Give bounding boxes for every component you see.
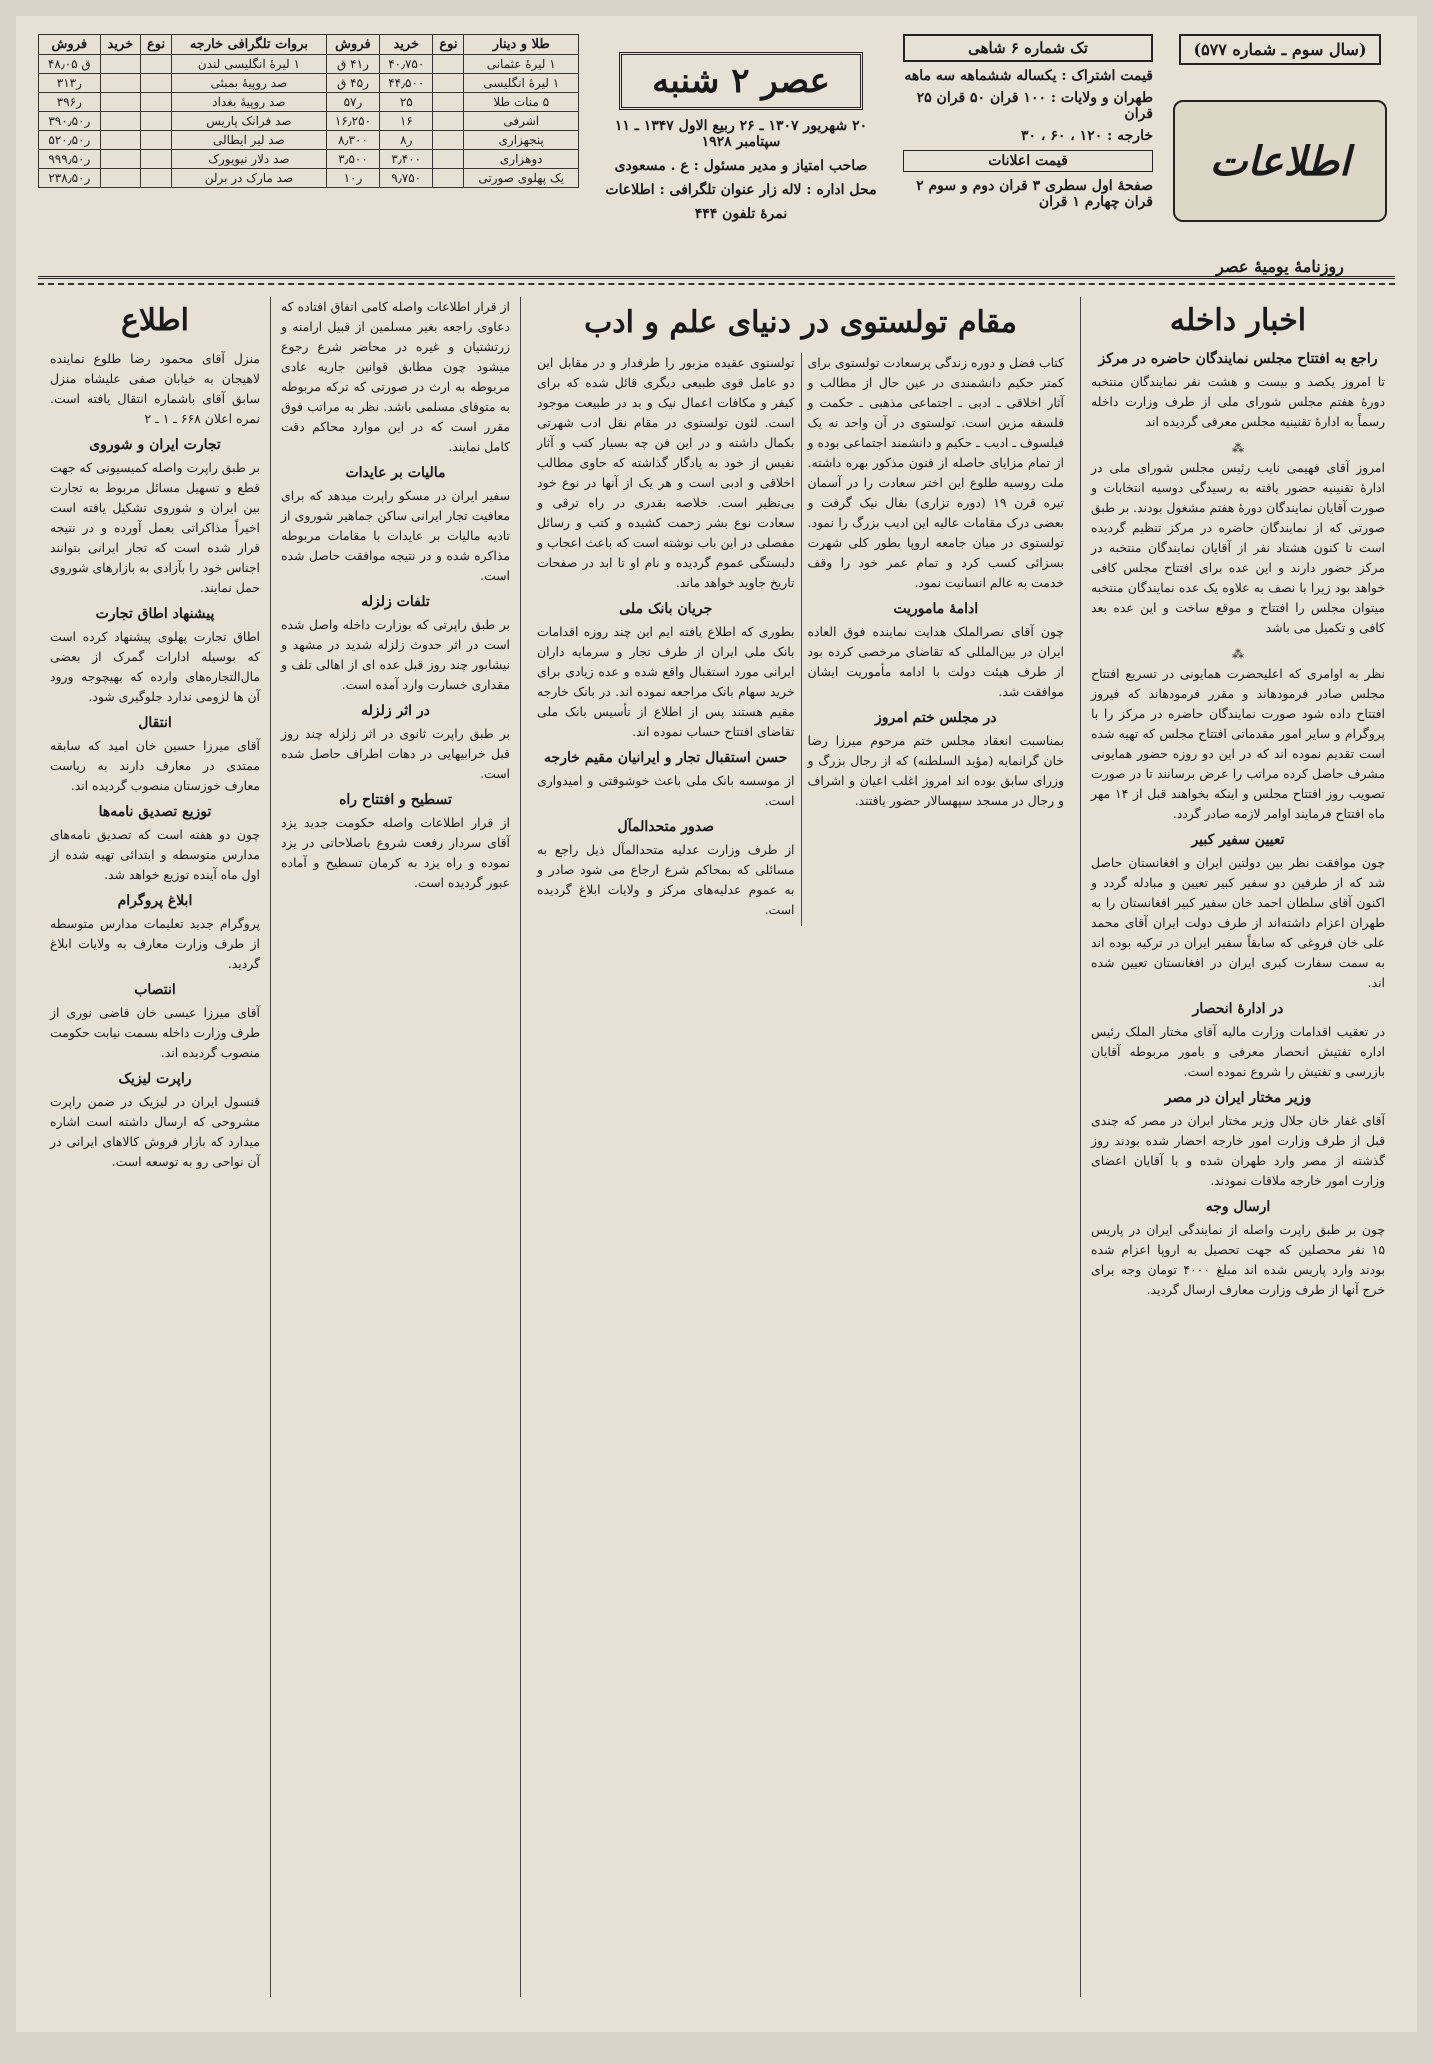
market-cell: ۱ لیرهٔ انگلیسی لندن bbox=[172, 55, 327, 74]
market-cell: ۳٫۴۰۰ bbox=[380, 150, 433, 169]
article-title: تعیین سفیر کبیر bbox=[1191, 832, 1285, 848]
market-cell: ر۴۱ ق bbox=[326, 55, 379, 74]
market-cell: ۴۰٫۷۵۰ bbox=[380, 55, 433, 74]
article-title: حسن استقبال تجار و ایرانیان مقیم خارجه bbox=[544, 750, 788, 766]
newspaper-logo: اطلاعات bbox=[1173, 100, 1387, 222]
tolstoy-body bbox=[531, 353, 1070, 926]
article-title: تسطیح و افتتاح راه bbox=[339, 792, 452, 808]
article-title: در ادارهٔ انحصار bbox=[1192, 1001, 1284, 1017]
market-cell bbox=[100, 55, 140, 74]
market-header-cell: خرید bbox=[100, 35, 140, 55]
divider bbox=[38, 283, 1395, 287]
market-row bbox=[39, 93, 579, 112]
article-title: تجارت ایران و شوروی bbox=[89, 437, 221, 453]
article-text: تا امروز یکصد و بیست و هشت نفر نمایندگان منتخبه دورهٔ هفتم مجلس شورای ملی از طرف وزارت داخله رسماً به ادارهٔ تقنینیه مجلس معرفی گردیده اند bbox=[1091, 374, 1385, 429]
main-headline: مقام تولستوی در دنیای علم و ادب bbox=[584, 305, 1017, 340]
market-header-cell: نوع bbox=[433, 35, 464, 55]
article-text: بر طبق راپرتی که بوزارت داخله واصل شده است در اثر حدوث زلزله شدید در مشهد و نیشابور چند روز قبل عده ای از اهالی تلف و مقداری خسارت وارد آمده است. bbox=[281, 617, 510, 692]
market-cell bbox=[433, 131, 464, 150]
article-title: توزیع تصدیق نامه‌ها bbox=[98, 804, 212, 820]
market-cell: ر۸ bbox=[380, 131, 433, 150]
subscription-block bbox=[903, 34, 1153, 276]
market-cell: ر۵۲۰٫۵۰ bbox=[39, 131, 101, 150]
market-cell: صد مارک در برلن bbox=[172, 169, 327, 188]
market-cell bbox=[141, 93, 172, 112]
article-text: آقای غفار خان جلال وزیر مختار ایران در مصر که چندی قبل از طرف وزارت امور خارجه احضار شده بودند روز گذشته از مصر وارد طهران شده و با آقایان اعضای وزارت امور خارجه ملاقات نمودند. bbox=[1091, 1113, 1385, 1188]
article-text: کتاب فضل و دوره زندگی پرسعادت تولستوی برای کمتر حکیم دانشمندی در عین حال از مطالب و آثار اخلاقی ـ ادبی ـ اجتماعی مذهبی ـ حکمت و فلسفه مزین است. تولستوی در آن واحد نه یک فیلسوف ـ ادیب ـ حکیم و دانشمند اجتماعی بوده و از تمام مزایای حاصله از فنون مذکور بهره داشته. ملت روسیه طلوع این اختر سعادت را در آسمان تیره قرن ۱۹ (دوره تزاری) بفال نیک گرفت و بعضی درک مقامات عالیه این ادیب بزرگ را نمود. تولستوی در میان جامعه اروپا بطور کلی شهرت بسزائی کسب کرد و تمام عمر خود را وقف خدمت به عالم انسانیت نمود. bbox=[807, 355, 1064, 590]
article-title: ادامهٔ ماموریت bbox=[893, 601, 979, 617]
article-title: ارسال وجه bbox=[1205, 1199, 1271, 1215]
article-title: در مجلس ختم امروز bbox=[875, 710, 997, 726]
masthead bbox=[38, 34, 1395, 279]
article-text: نظر به اوامری که اعلیحضرت همایونی در تسریع افتتاح مجلس صادر فرمودهاند و مقرر فرمودهاند که فیروز افتتاح داده شود صورت نمایندگان حاضره در مرکز را با پروگرام و سایر امور مقدماتی افتتاح مجلس که تهیه شده است تقدیم نموده اند که در این دو روزه حضور همایونی مشرف حاصل کرده مراتب را عرض برسانند تا در صورت تصویب روز افتتاح مجلس و اینکه بخواهند قبل از ۱۴ مهر ماه افتتاح فرمایند اوامر لازمه صادر گردد. bbox=[1091, 666, 1386, 821]
market-rows bbox=[39, 55, 579, 188]
market-header-cell: خرید bbox=[380, 35, 433, 55]
article-text: بمناسبت انعقاد مجلس ختم مرحوم میرزا رضا خان گرانمایه (مؤید السلطنه) که از رجال بزرگ و وزرای سابق بوده اند امروز اغلب اعیان و اشراف و رجال در مسجد سپهسالار حضور یافتند. bbox=[807, 733, 1064, 808]
columns bbox=[38, 297, 1395, 1997]
market-header-cell: فروش bbox=[326, 35, 379, 55]
market-cell bbox=[100, 93, 140, 112]
article-title: انتقال bbox=[138, 715, 172, 731]
market-header-cell: نوع bbox=[141, 35, 172, 55]
market-cell bbox=[433, 169, 464, 188]
market-cell bbox=[100, 131, 140, 150]
article-text: چون بر طبق راپرت واصله از نمایندگی ایران در پاریس ۱۵ نفر محصلین که جهت تحصیل به اروپا اعزام شده بودند وارد پاریس شده اند مبلغ ۴۰۰۰ تومان وجه برای خرج آنها از طرف وزارت معارف ارسال گردید. bbox=[1091, 1222, 1385, 1297]
market-row bbox=[39, 74, 579, 93]
market-cell bbox=[100, 150, 140, 169]
market-cell: صد روپیهٔ بغداد bbox=[172, 93, 327, 112]
market-cell: یک پهلوی صورتی bbox=[464, 169, 579, 188]
separator-star-icon: ⁂ bbox=[1232, 647, 1244, 661]
article-text: از قرار اطلاعات واصله کامی اتفاق افتاده که دعاوی راجعه بغیر مسلمین از قبیل ارامنه و زرتشتیان و غیره در محاضر شرع رجوع میشود چون مطابق قوانین جاریه عادی مربوطه به ارث در صورتی که ترکه مربوطه به متوفای مسلمی باشد. نظر به مراتب فوق مقرر است که در این موارد محاکم دقت کامل نمایند. bbox=[281, 299, 510, 454]
market-cell: ر۴۵ ق bbox=[326, 74, 379, 93]
market-header-cell: طلا و دینار bbox=[464, 35, 579, 55]
article-text: از قرار اطلاعات واصله حکومت جدید یزد آقای سردار رفعت شروع باصلاحاتی در یزد نموده و راه یزد به کرمان تسطیح و آماده عبور گردیده است. bbox=[281, 815, 510, 890]
article-text: تولستوی عقیده مزبور را طرفدار و در مقابل این دو عامل قوی طبیعی دیگری قائل شده که برای کیفر و مکافات اعمال نیک و بد در طبیعت موجود است. لئون تولستوی در مقام نقل ادب شهرتی بکمال داشته و در این فن چه بسیار کتب و آثار نفیس از خود به یادگار گذاشته که حاوی مطالب اخلاقی و ادبی است و هر یک از آنها در نوع خود بی‌نظیر است. خلاصه بقدری در راه ترقی و سعادت نوع بشر زحمت کشیده و کتب و رسائل مفصلی در این باب نوشته است که باعث اعجاب و دلبستگی عموم گردیده و نام او تا ابد در صفحات تاریخ جاوید خواهد ماند. bbox=[537, 355, 795, 590]
article-text: آقای میرزا حسین خان امید که سابقه ممتدی در معارف دارند به ریاست معارف خوزستان منصوب گردیده اند. bbox=[50, 738, 260, 793]
paper-title: عصر ۲ شنبه bbox=[619, 52, 863, 110]
market-cell bbox=[433, 150, 464, 169]
market-cell: صد روپیهٔ بمبئی bbox=[172, 74, 327, 93]
ads-text: صفحهٔ اول سطری ۳ قران دوم و سوم ۲ قران چهارم ۱ قران bbox=[916, 178, 1153, 210]
market-cell: ۱۶٫۲۵۰ bbox=[326, 112, 379, 131]
notice-text: منزل آقای محمود رضا طلوع نماینده لاهیجان به خیابان صفی علیشاه منزل سابق آقای باشماره انتقال یافته است. نمره اعلان ۶۶۸ ـ ۱ ـ ۲ bbox=[50, 351, 260, 426]
article-text: بر طبق راپرت واصله کمیسیونی که جهت قطع و تسهیل مسائل مربوط به تجارت بین ایران و شوروی تشکیل یافته است اخیراً مذاکراتی بعمل آورده و در نتیجه قرار شده است که تجار ایرانی بتوانند اجناس خود را بآزادی به بازارهای شوروی حمل نمایند. bbox=[50, 460, 260, 595]
column-domestic-news bbox=[1080, 297, 1395, 1997]
issue-date: ۲۰ شهریور ۱۳۰۷ ـ ۲۶ ربیع الاول ۱۳۴۷ ـ ۱۱ سپتامبر ۱۹۲۸ bbox=[614, 118, 868, 150]
article-text: اطاق تجارت پهلوی پیشنهاد کرده است که بوسیله ادارات گمرک از بعضی مال‌التجاره‌های وارده که بهیچوجه ورود آن ها لزومی ندارد جلوگیری شود. bbox=[50, 629, 260, 704]
article-title: ابلاغ پروگرام bbox=[117, 893, 193, 909]
article-text: پروگرام جدید تعلیمات مدارس متوسطه از طرف وزارت معارف به ولایات ابلاغ گردید. bbox=[50, 916, 260, 971]
masthead-center bbox=[591, 34, 891, 276]
market-cell bbox=[141, 74, 172, 93]
market-cell: ر۳۱۳ bbox=[39, 74, 101, 93]
market-row bbox=[39, 55, 579, 74]
market-cell: صد فرانک پاریس bbox=[172, 112, 327, 131]
market-cell: ۵ منات طلا bbox=[464, 93, 579, 112]
article-text: در تعقیب اقدامات وزارت مالیه آقای مختار الملک رئیس اداره تفتیش انحصار معرفی و بامور مربوطه آقایان بازرسی و تفتیش را شروع نموده است. bbox=[1091, 1024, 1385, 1079]
masthead-logo-block bbox=[1165, 34, 1395, 276]
article-title: جریان بانک ملی bbox=[619, 601, 713, 617]
market-cell: ر۳۹۰٫۵۰ bbox=[39, 112, 101, 131]
article-title: مالیات بر عایدات bbox=[345, 465, 446, 481]
market-cell bbox=[433, 74, 464, 93]
column-middle-news bbox=[270, 297, 520, 1997]
article-text: چون موافقت نظر بین دولتین ایران و افغانستان حاصل شد که از طرفین دو سفیر کبیر تعیین و مبادله گردد و اکنون آقای سلطان احمد خان سفیر کبیر افغانستان را به طهران اعزام داشته‌اند از طرف دولت ایران آقای محمد علی خان فروغی که سابقاً سفیر ایران در ترکیه بوده اند به سمت سفارت کبری ایران در افغانستان تعیین شده اند. bbox=[1091, 855, 1385, 990]
market-cell: ۳٫۵۰۰ bbox=[326, 150, 379, 169]
market-cell bbox=[433, 93, 464, 112]
market-header-cell: بروات تلگرافی خارجه bbox=[172, 35, 327, 55]
market-cell: اشرفی bbox=[464, 112, 579, 131]
market-cell bbox=[141, 169, 172, 188]
article-text: چون دو هفته است که تصدیق نامه‌های مدارس متوسطه و ابتدائی تهیه شده از اول ماه آینده توزیع خواهد شد. bbox=[50, 827, 260, 882]
separator-star-icon: ⁂ bbox=[1232, 441, 1244, 455]
article-title: در اثر زلزله bbox=[361, 703, 430, 719]
market-cell: صد لیر ایطالی bbox=[172, 131, 327, 150]
article-text: چون آقای نصرالملک هدایت نماینده فوق العاده ایران در بین‌المللی که تقاضای مرخصی کرده بود از طرف هیئت دولت با ادامه مأموریت ایشان موافقت شد. bbox=[807, 624, 1064, 699]
ads-title: قیمت اعلانات bbox=[903, 150, 1153, 172]
market-cell bbox=[100, 74, 140, 93]
market-cell: ر۵۷ bbox=[326, 93, 379, 112]
article-text: بطوری که اطلاع یافته ایم این چند روزه اقدامات بانک ملی ایران از طرف تجار و سرمایه داران ایرانی مورد استقبال واقع شده و عده زیادی برای خرید سهام بانک مراجعه نموده اند. در بانک خارجه مقیم هستند پس از اطلاع از تأسیس بانک ملی تقاضای افتتاح حساب نموده اند. bbox=[537, 624, 795, 739]
office-line: محل اداره : لاله زار عنوان تلگرافی : اطلاعات bbox=[605, 182, 877, 198]
article-title: تلفات زلزله bbox=[361, 594, 430, 610]
market-row bbox=[39, 131, 579, 150]
market-cell bbox=[141, 131, 172, 150]
market-cell: ۹٫۷۵۰ bbox=[380, 169, 433, 188]
notice-title: اطلاع bbox=[120, 303, 189, 338]
market-cell: ر۳۹۶ bbox=[39, 93, 101, 112]
market-row bbox=[39, 112, 579, 131]
market-cell: ۱ لیرهٔ انگلیسی bbox=[464, 74, 579, 93]
market-cell bbox=[141, 112, 172, 131]
market-cell: ۱ لیرهٔ عثمانی bbox=[464, 55, 579, 74]
subs-tehran: طهران و ولایات : ۱۰۰ قران ۵۰ قران ۲۵ قران bbox=[916, 90, 1153, 122]
tolstoy-left bbox=[531, 353, 801, 926]
article-text: بر طبق راپرت ثانوی در اثر زلزله چند روز قبل خرابیهایی در دهات اطراف حاصل شده است. bbox=[281, 726, 510, 781]
article-text: آقای میرزا عیسی خان قاضی نوری از طرف وزارت داخله بسمت نیابت حکومت منصوب گردیده اند. bbox=[50, 1005, 260, 1060]
market-row bbox=[39, 150, 579, 169]
article-text: قنسول ایران در لیزیک در ضمن راپرت مشروحی که ارسال داشته است اشاره میدارد که بازار فروش کالاهای ایرانی در آن نواحی رو به توسعه است. bbox=[50, 1094, 260, 1169]
section-title: اخبار داخله bbox=[1169, 303, 1307, 338]
market-cell: دوهزاری bbox=[464, 150, 579, 169]
market-cell: ر۱۰ bbox=[326, 169, 379, 188]
tolstoy-right bbox=[801, 353, 1071, 926]
market-cell bbox=[433, 55, 464, 74]
subs-abroad: خارجه : ۱۲۰ ، ۶۰ ، ۳۰ bbox=[1021, 128, 1153, 144]
market-cell bbox=[433, 112, 464, 131]
market-cell bbox=[100, 112, 140, 131]
market-cell: پنجهزاری bbox=[464, 131, 579, 150]
column-tolstoy bbox=[520, 297, 1080, 1997]
market-cell: ۴۴٫۵۰۰ bbox=[380, 74, 433, 93]
subs-title: قیمت اشتراک : یکساله ششماهه سه ماهه bbox=[904, 68, 1153, 84]
article-title: راپرت لیزیک bbox=[118, 1071, 192, 1087]
newspaper-page bbox=[16, 16, 1417, 2032]
market-cell bbox=[141, 150, 172, 169]
year-issue: (سال سوم ـ شماره ۵۷۷) bbox=[1179, 34, 1380, 65]
market-cell: ق ۴۸٫۰۵ bbox=[39, 55, 101, 74]
column-notices bbox=[40, 297, 270, 1997]
market-cell: ۸٫۳۰۰ bbox=[326, 131, 379, 150]
owner-line: صاحب امتیاز و مدیر مسئول : ع . مسعودی bbox=[614, 158, 868, 174]
market-cell: ۱۶ bbox=[380, 112, 433, 131]
article-text: از طرف وزارت عدلیه متحدالمآل ذیل راجع به مسائلی که بمحاکم شرع ارجاع می شود صادر و به عموم عدلیه‌های مرکز و ولایات ابلاغ گردیده است. bbox=[537, 842, 795, 917]
market-cell: ۲۵ bbox=[380, 93, 433, 112]
market-cell: صد دلار نیویورک bbox=[172, 150, 327, 169]
article-text: امروز آقای فهیمی نایب رئیس مجلس شورای ملی در ادارهٔ تقنینیه حضور یافته به رسیدگی دوسیه انتخابات و صورت آقایان نمایندگان دورهٔ هفتم مشغول بودند. بر طبق صورتی که از نمایندگان حاضره در مرکز تنظیم گردیده است تا کنون هشتاد نفر از آقایان نمایندگان منتخبه در مرکز حضور دارند و این عده برای افتتاح مجلس کافی خواهد بود زیرا با نصف به علاوه یک عده نمایندگان منتخبه میتوان مجلس را افتتاح و موقع ساخت و این عده بعد کافی و تکمیل می باشد bbox=[1091, 460, 1385, 635]
single-price: تک شماره ۶ شاهی bbox=[903, 34, 1153, 62]
market-rates bbox=[38, 34, 579, 276]
market-cell: ر۹۹۹٫۵۰ bbox=[39, 150, 101, 169]
phone-line: نمرهٔ تلفون ۴۴۴ bbox=[694, 206, 788, 222]
newspaper-subtitle: روزنامهٔ یومیهٔ عصر bbox=[1216, 257, 1344, 276]
market-header-cell: فروش bbox=[39, 35, 101, 55]
market-cell bbox=[141, 55, 172, 74]
article-text: سفیر ایران در مسکو راپرت میدهد که برای معافیت تجار ایرانی ساکن جماهیر شوروی از تادیه مالیات بر عایدات با مقامات مربوطه مذاکره شده و در نتیجه موافقت حاصل شده است. bbox=[281, 488, 510, 583]
article-text: از موسسه بانک ملی باعث خوشوقتی و امیدواری است. bbox=[537, 773, 795, 808]
article-title: راجع به افتتاح مجلس نمایندگان حاضره در مرکز bbox=[1098, 351, 1378, 367]
market-header-row bbox=[39, 35, 579, 55]
market-row bbox=[39, 169, 579, 188]
article-title: صدور متحدالمآل bbox=[617, 819, 714, 835]
market-cell bbox=[100, 169, 140, 188]
market-rates-table bbox=[38, 34, 579, 188]
article-title: پیشنهاد اطاق تجارت bbox=[95, 606, 215, 622]
market-cell: ر۲۳۸٫۵۰ bbox=[39, 169, 101, 188]
article-title: وزیر مختار ایران در مصر bbox=[1164, 1090, 1312, 1106]
article-title: انتصاب bbox=[134, 982, 176, 998]
